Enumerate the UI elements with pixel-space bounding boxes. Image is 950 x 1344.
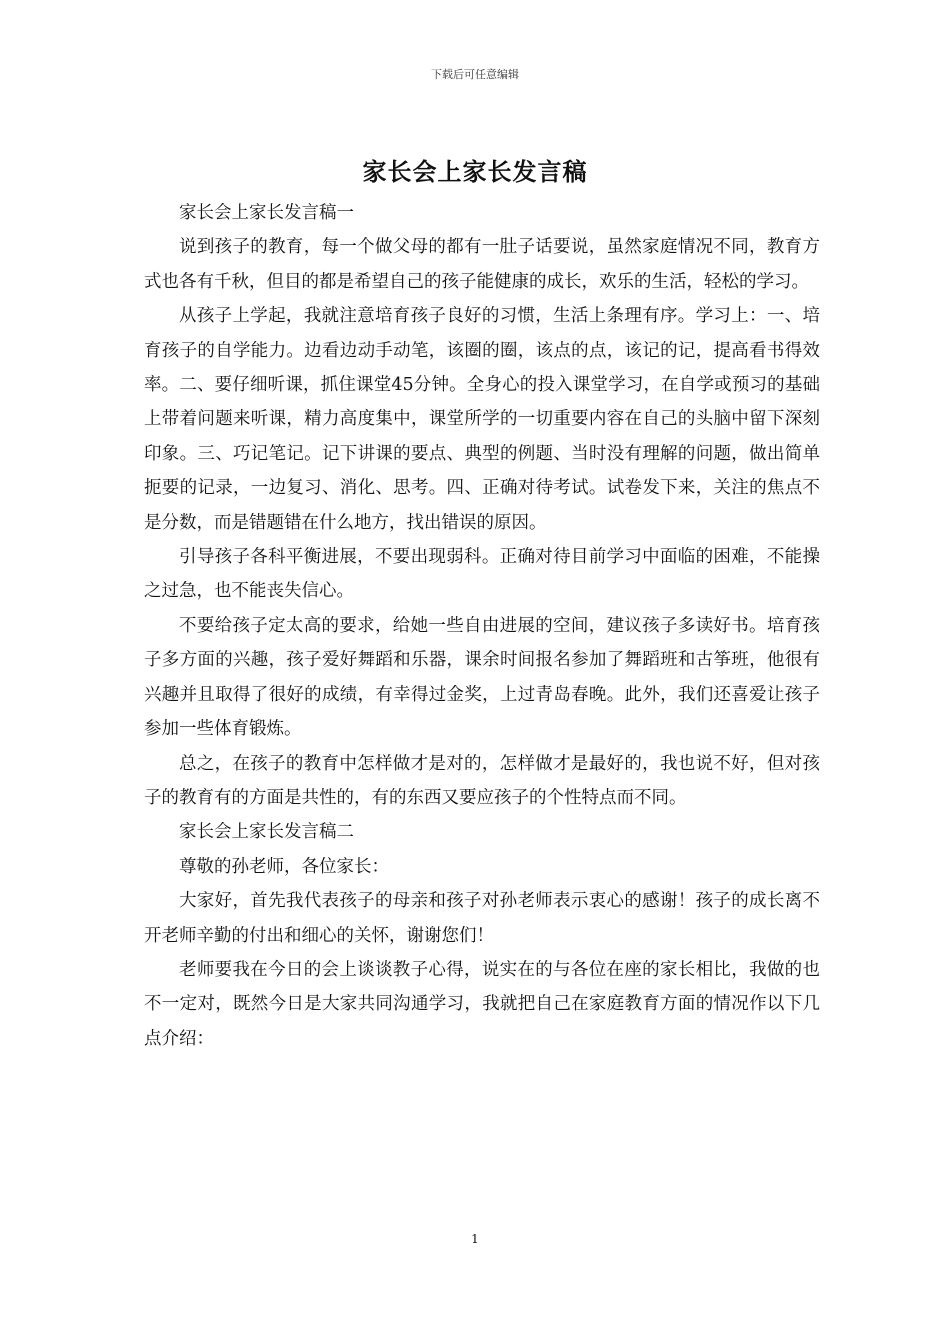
paragraph: 总之，在孩子的教育中怎样做才是对的，怎样做才是最好的，我也说不好，但对孩子的教育有的方面是共性的，有的东西又要应孩子的个性特点而不同。 [144,753,820,808]
paragraph: 尊敬的孙老师，各位家长： [179,856,389,877]
paragraph: 大家好，首先我代表孩子的母亲和孩子对孙老师表示衷心的感谢！孩子的成长离不开老师辛勤的付出和细心的关怀，谢谢您们！ [144,891,820,946]
paragraph: 从孩子上学起，我就注意培育孩子良好的习惯，生活上条理有序。学习上：一、培育孩子的自学能力。边看边动手动笔，该圈的圈，该点的点，该记的记，提高看书得效率。二、要仔细听课，抓住课堂45分钟。全身心的投入课堂学习，在自学或预习的基础上带着问题来听课，精力高度集中，课堂所学的一切重要内容在自己的头脑中留下深刻印象。三、巧记笔记。记下讲课的要点、典型的例题、当时没有理解的问题，做出简单扼要的记录，一边复习、消化、思考。四、正确对待考试。试卷发下来，关注的焦点不是分数，而是错题错在什么地方，找出错误的原因。 [144,306,820,533]
paragraph: 说到孩子的教育，每一个做父母的都有一肚子话要说，虽然家庭情况不同，教育方式也各有千秋，但目的都是希望自己的孩子能健康的成长，欢乐的生活，轻松的学习。 [144,237,820,292]
header-note: 下载后可任意编辑 [431,68,519,81]
paragraph: 不要给孩子定太高的要求，给她一些自由进展的空间，建议孩子多读好书。培育孩子多方面的兴趣，孩子爱好舞蹈和乐器，课余时间报名参加了舞蹈班和古筝班，他很有兴趣并且取得了很好的成绩，有幸得过金奖，上过青岛春晚。此外，我们还喜爱让孩子参加一些体育锻炼。 [144,615,820,740]
paragraph: 家长会上家长发言稿一 [179,203,354,223]
page-number: 1 [471,1232,479,1246]
paragraph: 家长会上家长发言稿二 [179,822,354,843]
paragraph: 老师要我在今日的会上谈谈教子心得，说实在的与各位在座的家长相比，我做的也不一定对，既然今日是大家共同沟通学习，我就把自己在家庭教育方面的情况作以下几点介绍： [144,959,820,1049]
paragraph: 引导孩子各科平衡进展，不要出现弱科。正确对待目前学习中面临的困难，不能操之过急，也不能丧失信心。 [144,547,820,602]
document-body [144,196,820,1056]
document-title: 家长会上家长发言稿 [362,157,588,186]
